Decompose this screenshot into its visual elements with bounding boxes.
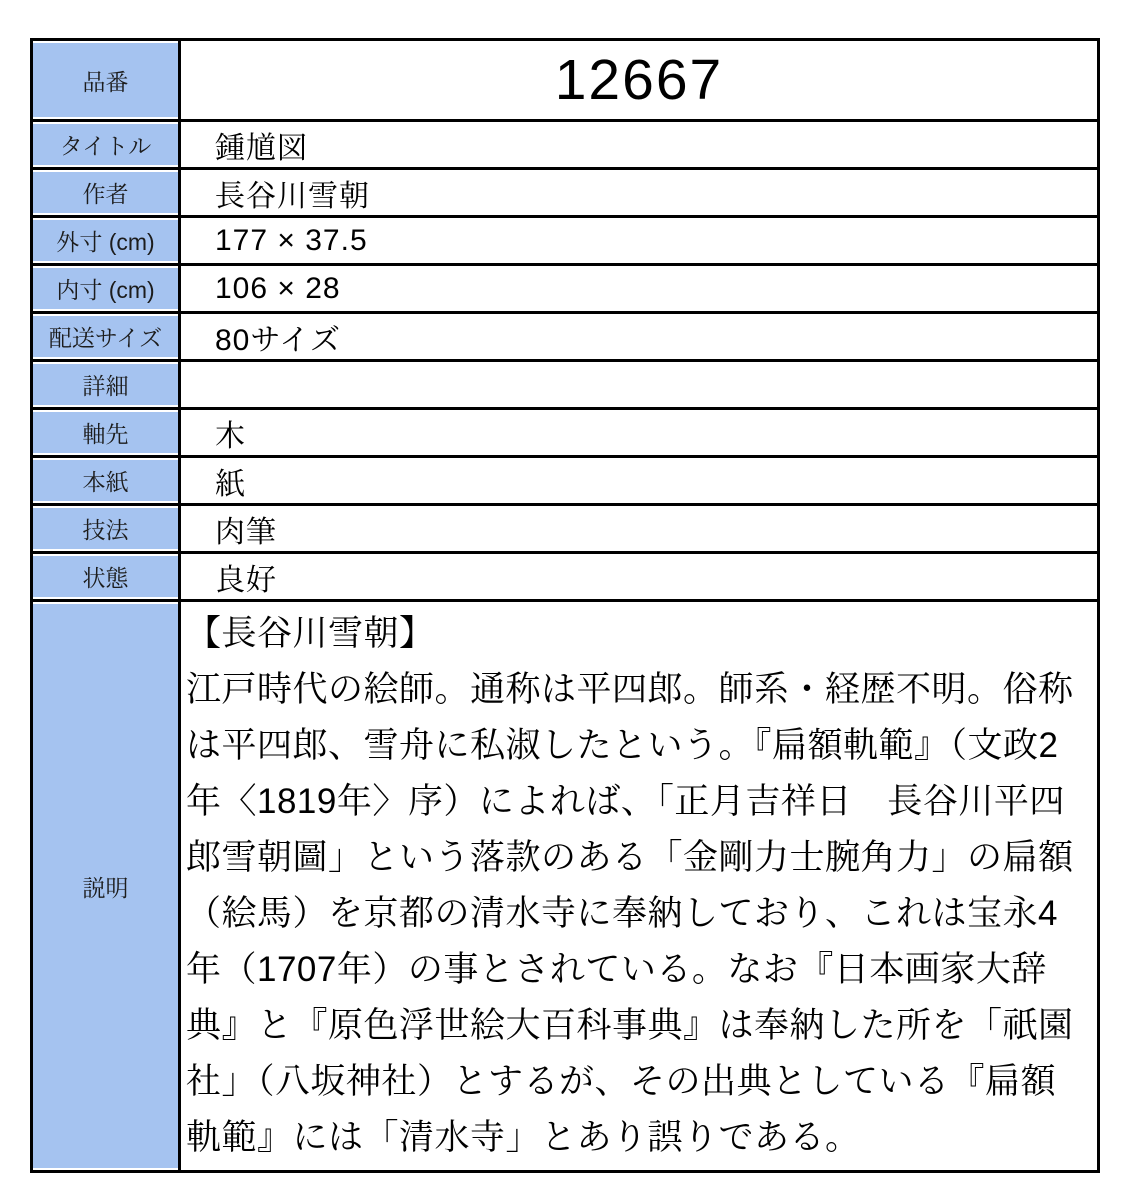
value-paper: 紙	[180, 457, 1099, 505]
item-spec-table	[30, 38, 1100, 1173]
label-outer-dimensions: 外寸 (cm)	[32, 217, 180, 265]
row-scroll-ends	[32, 409, 1099, 457]
value-description	[180, 601, 1099, 1172]
row-outer-dimensions	[32, 217, 1099, 265]
value-product-number: 12667	[180, 40, 1099, 121]
label-technique: 技法	[32, 505, 180, 553]
label-description: 説明	[32, 601, 180, 1172]
row-shipping-size	[32, 313, 1099, 361]
value-shipping-size: 80サイズ	[180, 313, 1099, 361]
row-product-number	[32, 40, 1099, 121]
value-artist: 長谷川雪朝	[180, 169, 1099, 217]
value-inner-dimensions: 106 × 28	[180, 265, 1099, 313]
description-body: 江戸時代の絵師。通称は平四郎。師系・経歴不明。俗称は平四郎、雪舟に私淑したという。『扁額軌範』（文政2年〈1819年〉序）によれば、「正月吉祥日 長谷川平四郎雪朝圖」という落款のある「金剛力士腕角力」の扁額（絵馬）を京都の清水寺に奉納しており、これは宝永4年（1707年）の事とされている。なお『日本画家大辞典』と『原色浮世絵大百科事典』は奉納した所を「祇園社」（八坂神社）とするが、その出典としている『扁額軌範』には「清水寺」とあり誤りである。	[186, 670, 1074, 1157]
value-details	[180, 361, 1099, 409]
row-details	[32, 361, 1099, 409]
row-paper	[32, 457, 1099, 505]
label-inner-dimensions: 内寸 (cm)	[32, 265, 180, 313]
row-inner-dimensions	[32, 265, 1099, 313]
value-condition: 良好	[180, 553, 1099, 601]
label-shipping-size: 配送サイズ	[32, 313, 180, 361]
row-technique	[32, 505, 1099, 553]
value-scroll-ends: 木	[180, 409, 1099, 457]
value-technique: 肉筆	[180, 505, 1099, 553]
label-details: 詳細	[32, 361, 180, 409]
row-artist	[32, 169, 1099, 217]
row-title	[32, 121, 1099, 169]
description-heading: 【長谷川雪朝】	[186, 614, 435, 653]
label-paper: 本紙	[32, 457, 180, 505]
label-scroll-ends: 軸先	[32, 409, 180, 457]
label-artist: 作者	[32, 169, 180, 217]
value-title: 鍾馗図	[180, 121, 1099, 169]
label-title: タイトル	[32, 121, 180, 169]
label-product-number: 品番	[32, 40, 180, 121]
row-description	[32, 601, 1099, 1172]
value-outer-dimensions: 177 × 37.5	[180, 217, 1099, 265]
label-condition: 状態	[32, 553, 180, 601]
row-condition	[32, 553, 1099, 601]
